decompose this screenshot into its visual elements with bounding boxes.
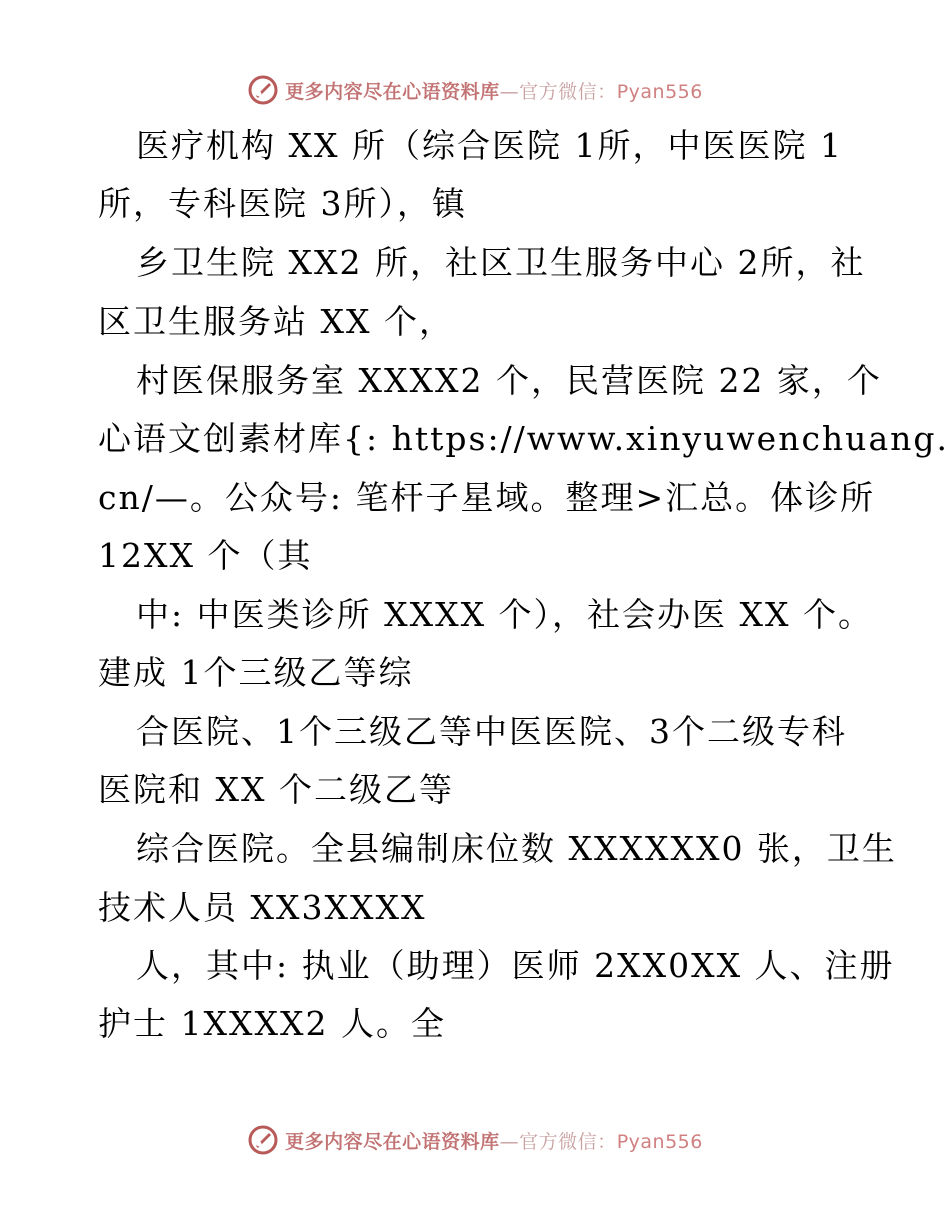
paragraph-line: 综合医院。全县编制床位数 XXXXXX0 张，卫生 <box>136 829 897 868</box>
paragraph-line: 乡卫生院 XX2 所，社区卫生服务中心 2所，社 <box>136 243 866 282</box>
banner-title: 更多内容尽在心语资料库 <box>285 1130 500 1153</box>
paragraph-line: 医院和 XX 个二级乙等 <box>98 770 454 809</box>
paragraph-line: 区卫生服务站 XX 个， <box>98 302 454 341</box>
header-banner <box>0 72 950 108</box>
paragraph-line: 合医院、1个三级乙等中医医院、3个二级专科 <box>136 712 847 751</box>
paragraph-line: 技术人员 XX3XXXX <box>98 888 427 927</box>
paragraph-line: 护士 1XXXX2 人。全 <box>98 1004 446 1043</box>
paragraph-line: 人，其中: 执业（助理）医师 2XX0XX 人、注册 <box>136 946 895 985</box>
header-banner-text <box>285 77 703 104</box>
banner-wechat-id: Pyan556 <box>616 80 703 103</box>
paragraph-line: 中: 中医类诊所 XXXX 个），社会办医 XX 个。 <box>136 595 874 634</box>
banner-separator: —官方微信： <box>499 80 617 103</box>
paragraph-line: 医疗机构 XX 所（综合医院 1所，中医医院 1 <box>136 126 843 165</box>
paragraph-line: 所，专科医院 3所），镇 <box>98 184 467 223</box>
paragraph-line: 村医保服务室 XXXX2 个，民营医院 22 家，个 <box>136 361 882 400</box>
paragraph-line: 建成 1个三级乙等综 <box>98 653 414 692</box>
footer-banner <box>0 1122 950 1158</box>
paragraph-line: 心语文创素材库{: https://www.xinyuwenchuang. <box>98 419 949 458</box>
logo-icon <box>247 1124 279 1156</box>
paragraph-line: cn/—。公众号: 笔杆子星域。整理>汇总。体诊所 <box>98 478 876 517</box>
banner-wechat-id: Pyan556 <box>616 1130 703 1153</box>
banner-separator: —官方微信： <box>499 1130 617 1153</box>
logo-icon <box>247 74 279 106</box>
paragraph-line: 12XX 个（其 <box>98 536 313 575</box>
banner-title: 更多内容尽在心语资料库 <box>285 80 500 103</box>
footer-banner-text <box>285 1127 703 1154</box>
